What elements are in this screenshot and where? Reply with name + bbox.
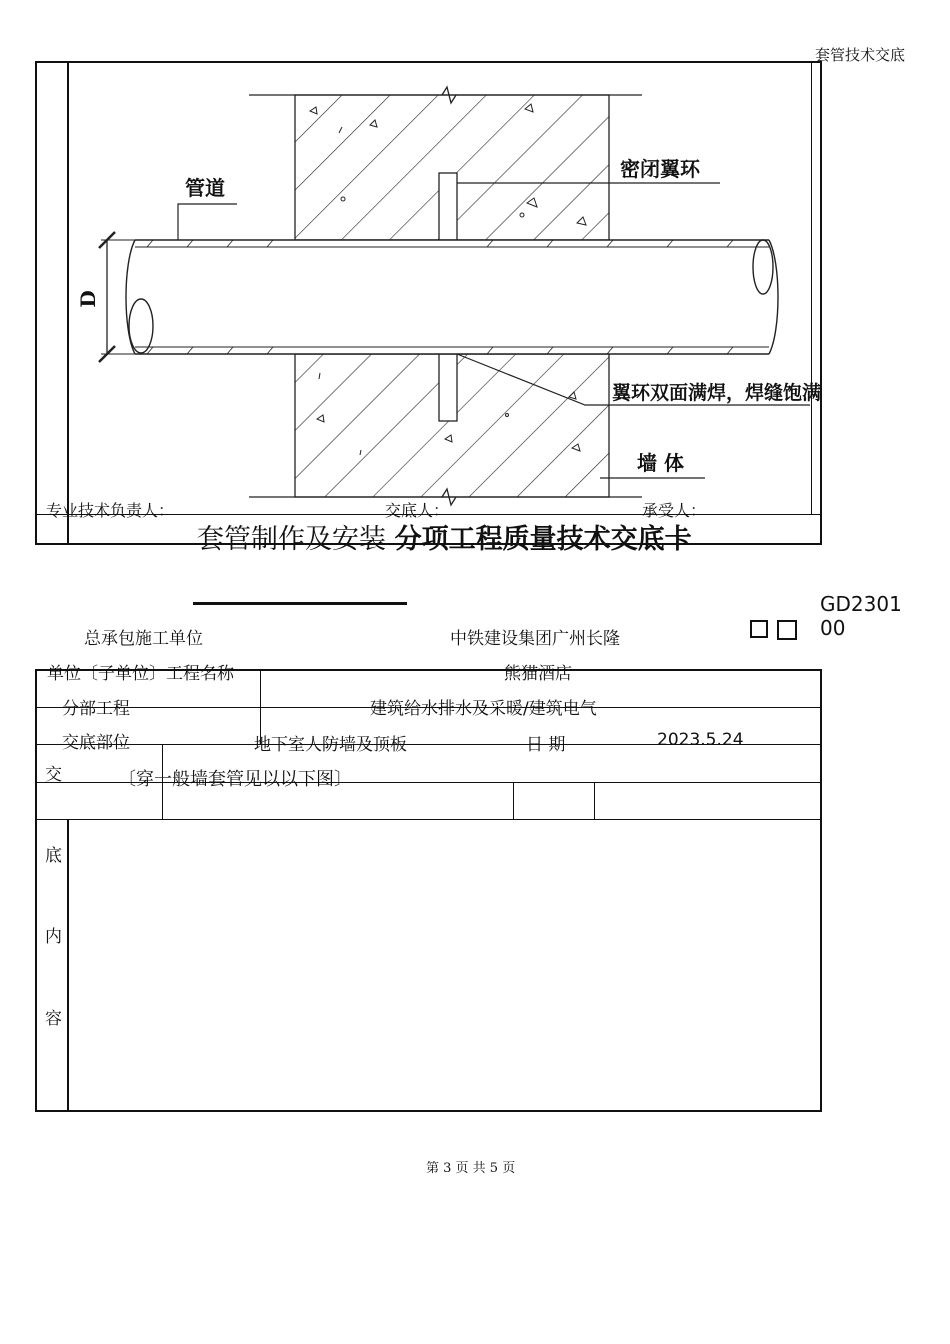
project-label: 单位〔子单位〕工程名称 bbox=[47, 664, 234, 684]
doc-code-line-1: GD2301 bbox=[820, 592, 902, 616]
form-col-divider-b bbox=[513, 782, 514, 819]
discloser-label: 交底人： bbox=[385, 501, 450, 520]
project-value: 熊猫酒店 bbox=[504, 664, 572, 684]
doc-code-line-2: 00 bbox=[820, 616, 846, 640]
page-title bbox=[197, 517, 692, 556]
title-part-2: 分项工程质量技术交底卡 bbox=[394, 524, 692, 555]
weld-label: 翼环双面满焊，焊缝饱满 bbox=[612, 382, 821, 404]
title-underline bbox=[193, 602, 407, 605]
tech-lead-label: 专业技术负责人： bbox=[46, 501, 175, 520]
division-value: 建筑给水排水及采暖/建筑电气 bbox=[370, 699, 597, 719]
contractor-value: 中铁建设集团广州长隆 bbox=[450, 629, 620, 649]
form-col-left-rule bbox=[67, 819, 69, 1110]
receiver-label: 承受人： bbox=[642, 501, 707, 520]
sealing-ring-lower bbox=[439, 354, 457, 421]
date-label: 日 期 bbox=[526, 735, 566, 755]
pipe-right-end bbox=[769, 240, 778, 354]
contractor-label: 总承包施工单位 bbox=[84, 629, 203, 649]
content-label-di: 底 bbox=[45, 846, 62, 866]
date-value: 2023.5.24 bbox=[657, 730, 744, 750]
content-label-nei: 内 bbox=[45, 927, 62, 947]
division-label: 分部工程 bbox=[62, 699, 130, 719]
title-part-1: 套管制作及安装 bbox=[197, 524, 386, 555]
form-col-divider-c bbox=[594, 782, 595, 819]
content-note: 〔穿一般墙套管见以以下图〕 bbox=[118, 769, 352, 790]
form-row-line-4 bbox=[37, 819, 821, 820]
content-label-rong: 容 bbox=[45, 1009, 62, 1029]
sleeve-section-drawing bbox=[37, 63, 821, 513]
diameter-label: D bbox=[76, 290, 100, 308]
pipe-body bbox=[135, 240, 769, 354]
running-title: 套管技术交底 bbox=[814, 46, 905, 64]
page-info: 第 3 页 共 5 页 bbox=[426, 1161, 516, 1176]
checkbox-2[interactable] bbox=[777, 620, 797, 640]
pipe-leader bbox=[178, 204, 237, 240]
pipe-label: 管道 bbox=[185, 176, 225, 200]
checkbox-1[interactable] bbox=[750, 620, 768, 638]
location-value: 地下室人防墙及顶板 bbox=[254, 735, 407, 755]
location-label: 交底部位 bbox=[62, 733, 130, 753]
ring-label: 密闭翼环 bbox=[620, 157, 700, 181]
sealing-ring-upper bbox=[439, 173, 457, 240]
content-label-jiao: 交 bbox=[45, 765, 62, 785]
wall-label: 墙 体 bbox=[637, 451, 684, 475]
